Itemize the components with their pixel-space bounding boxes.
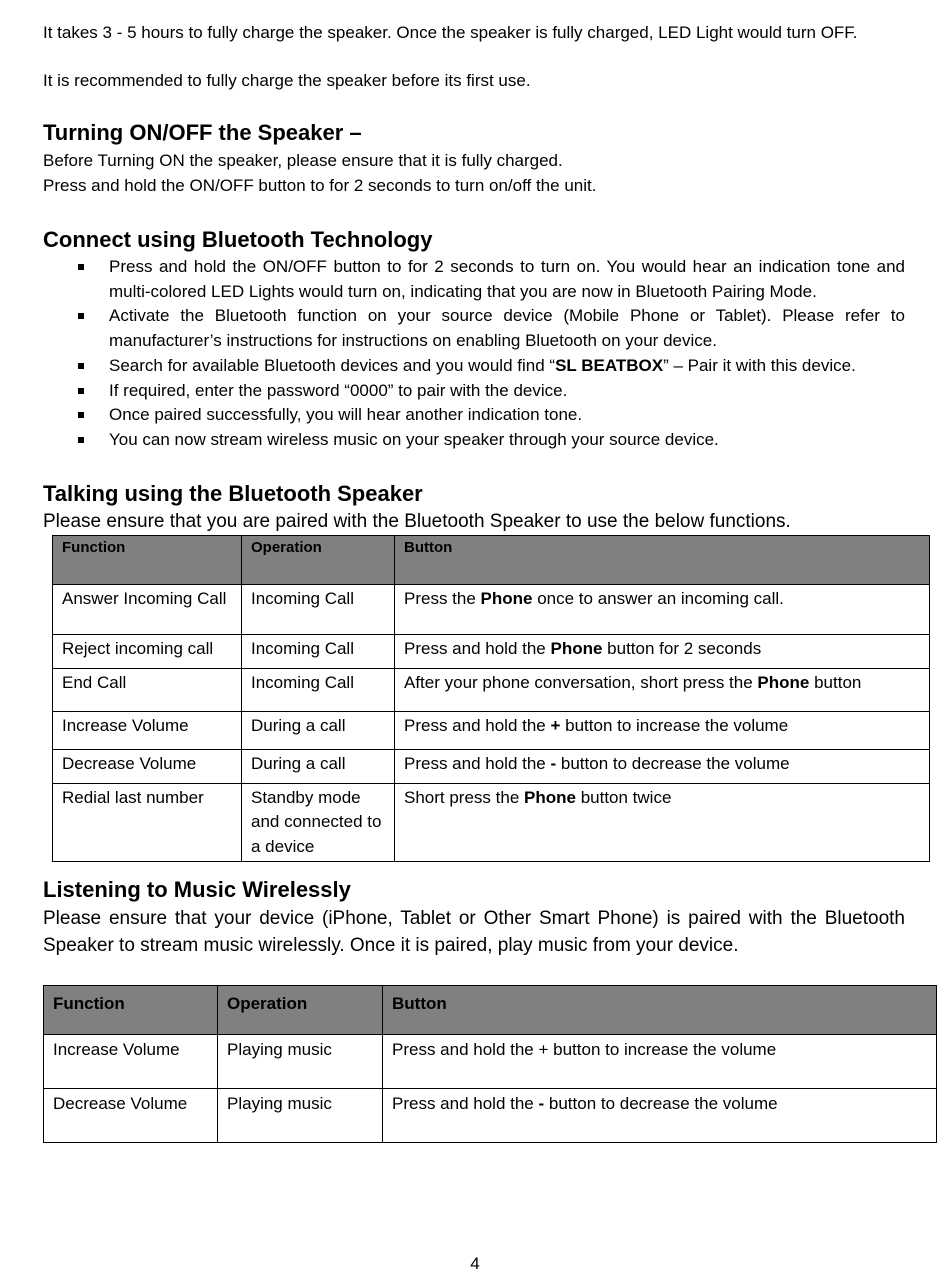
bullet-item: [43, 403, 905, 428]
recommend-paragraph: It is recommended to fully charge the speaker before its first use.: [43, 71, 531, 90]
square-bullet-icon: [78, 437, 84, 443]
column-header: Button: [395, 535, 930, 584]
button-name: -: [538, 1093, 545, 1113]
listening-table-wrap: [43, 985, 905, 1125]
button-text-post: button twice: [575, 787, 672, 807]
function-cell: Decrease Volume: [44, 1088, 218, 1142]
bullet-item: [43, 304, 905, 353]
bullet-text: Once paired successfully, you will hear another indication tone.: [109, 405, 583, 425]
operation-cell: During a call: [242, 711, 395, 749]
button-text-pre: Press and hold the + button to increase the volume: [392, 1039, 777, 1059]
turning-heading: Turning ON/OFF the Speaker –: [43, 120, 362, 145]
function-cell: Increase Volume: [44, 1034, 218, 1088]
button-name: +: [550, 715, 561, 735]
operation-cell: Playing music: [218, 1034, 383, 1088]
bullet-text: If required, enter the password “0000” to pair with the device.: [109, 380, 568, 400]
listening-heading: Listening to Music Wirelessly: [43, 876, 351, 902]
bullet-item: [43, 428, 905, 453]
square-bullet-icon: [78, 412, 84, 418]
table-row: [53, 749, 930, 783]
button-text-pre: Press and hold the: [404, 638, 551, 658]
table-row: [53, 634, 930, 668]
button-cell: [395, 634, 930, 668]
operation-cell: Incoming Call: [242, 634, 395, 668]
button-cell: [395, 668, 930, 711]
operation-cell: During a call: [242, 749, 395, 783]
bullet-item: [43, 354, 905, 379]
button-text-pre: Short press the: [404, 787, 525, 807]
button-cell: [395, 584, 930, 634]
button-text-pre: Press and hold the: [404, 715, 551, 735]
button-text-pre: After your phone conversation, short press the: [404, 672, 758, 692]
table-header-row: [44, 985, 937, 1034]
listening-intro: Please ensure that your device (iPhone, Tablet or Other Smart Phone) is paired with the Bluetooth Speaker to stream music wirelessly. Once it is paired, play music from your device.: [43, 907, 905, 957]
operation-cell: Standby mode and connected to a device: [242, 783, 395, 862]
bullet-text-pre: Search for available Bluetooth devices and you would find “: [109, 355, 556, 375]
device-name: SL BEATBOX: [555, 355, 664, 375]
function-cell: Reject incoming call: [53, 634, 242, 668]
button-name: Phone: [550, 638, 603, 658]
button-cell: [395, 749, 930, 783]
table-row: [44, 1088, 937, 1142]
button-text-pre: Press the: [404, 588, 481, 608]
bullet-text: Activate the Bluetooth function on your source device (Mobile Phone or Tablet). Please refer to manufacturer’s instructions for instructions on enabling Bluetooth on your device.: [109, 306, 905, 351]
table-row: [44, 1034, 937, 1088]
function-cell: Answer Incoming Call: [53, 584, 242, 634]
button-text-post: button to decrease the volume: [556, 753, 790, 773]
button-text-pre: Press and hold the: [404, 753, 551, 773]
table-row: [53, 711, 930, 749]
button-name: Phone: [524, 787, 576, 807]
bullet-item: [43, 255, 905, 304]
function-cell: Decrease Volume: [53, 749, 242, 783]
operation-cell: Incoming Call: [242, 668, 395, 711]
button-name: -: [550, 753, 557, 773]
button-name: Phone: [480, 588, 533, 608]
button-cell: [383, 1088, 937, 1142]
connect-heading: Connect using Bluetooth Technology: [43, 227, 433, 252]
operation-cell: Incoming Call: [242, 584, 395, 634]
listening-functions-table: [43, 985, 937, 1143]
table-row: [53, 584, 930, 634]
talking-intro: Please ensure that you are paired with the Bluetooth Speaker to use the below functions.: [43, 510, 791, 532]
bullet-text: Press and hold the ON/OFF button to for 2 seconds to turn on. You would hear an indication tone and multi-colored LED Lights would turn on, indicating that you are now in Bluetooth Pairing Mode.: [109, 257, 905, 301]
turning-line-1: Before Turning ON the speaker, please ensure that it is fully charged.: [43, 151, 563, 170]
square-bullet-icon: [78, 363, 84, 369]
button-text-post: button to increase the volume: [560, 715, 789, 735]
button-text-post: button for 2 seconds: [602, 638, 762, 658]
charge-time-paragraph: It takes 3 - 5 hours to fully charge the speaker. Once the speaker is fully charged, LED Light would turn OFF.: [43, 23, 858, 42]
bullet-item: [43, 379, 905, 404]
page-number: 4: [470, 1254, 480, 1273]
bullet-text: You can now stream wireless music on your speaker through your source device.: [109, 429, 719, 449]
table-header-row: [53, 535, 930, 584]
function-cell: End Call: [53, 668, 242, 711]
column-header: Button: [383, 985, 937, 1034]
column-header: Operation: [218, 985, 383, 1034]
table-row: [53, 783, 930, 862]
manual-page: [43, 18, 905, 1125]
button-text-pre: Press and hold the: [392, 1093, 539, 1113]
turning-line-2: Press and hold the ON/OFF button to for 2 seconds to turn on/off the unit.: [43, 176, 597, 195]
square-bullet-icon: [78, 313, 84, 319]
square-bullet-icon: [78, 264, 84, 270]
operation-cell: Playing music: [218, 1088, 383, 1142]
connect-bullet-list: [43, 255, 905, 453]
button-cell: [395, 783, 930, 862]
column-header: Function: [44, 985, 218, 1034]
button-text-post: button to decrease the volume: [544, 1093, 778, 1113]
function-cell: Increase Volume: [53, 711, 242, 749]
button-text-post: button: [809, 672, 862, 692]
talking-functions-table: [52, 535, 930, 863]
column-header: Function: [53, 535, 242, 584]
button-text-post: once to answer an incoming call.: [532, 588, 784, 608]
table-row: [53, 668, 930, 711]
bullet-text: [109, 356, 856, 375]
talking-heading: Talking using the Bluetooth Speaker: [43, 480, 423, 506]
bullet-text-post: ” – Pair it with this device.: [663, 355, 856, 375]
column-header: Operation: [242, 535, 395, 584]
talking-table-wrap: [43, 535, 905, 856]
function-cell: Redial last number: [53, 783, 242, 862]
button-cell: [383, 1034, 937, 1088]
button-cell: [395, 711, 930, 749]
square-bullet-icon: [78, 388, 84, 394]
button-name: Phone: [757, 672, 810, 692]
